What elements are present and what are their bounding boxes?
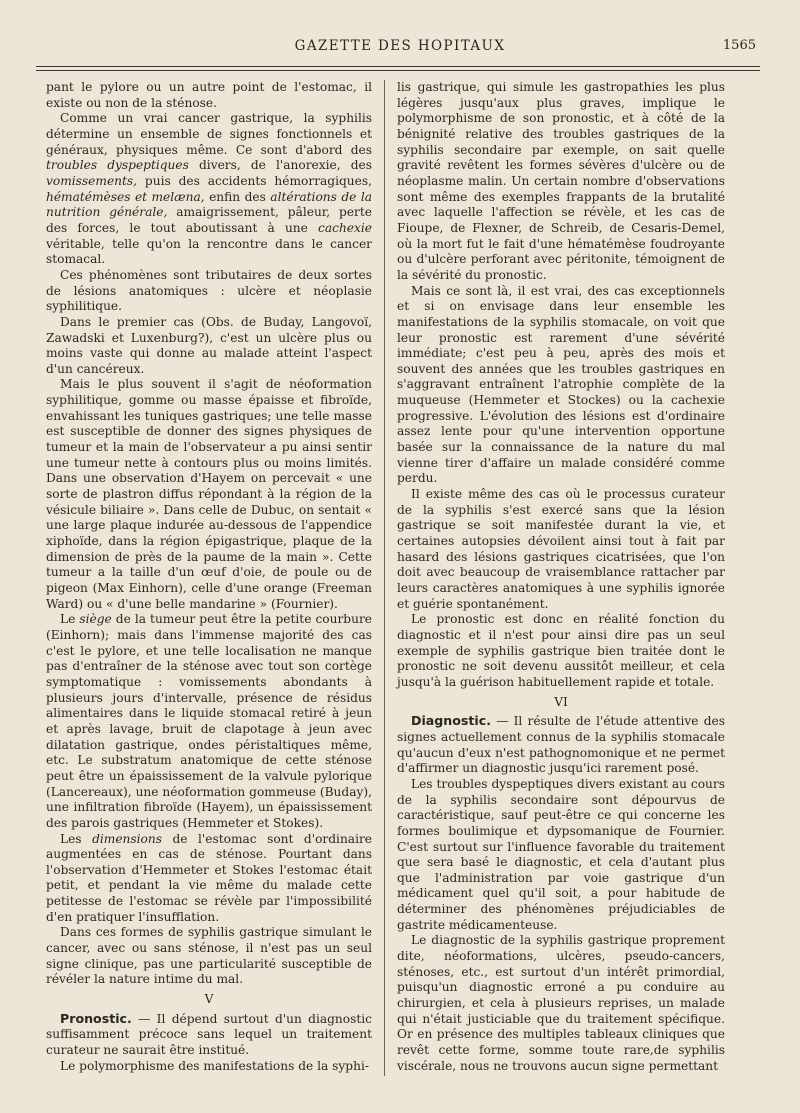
paragraph: Ces phénomènes sont tributaires de deux sortes de lésions anatomiques : ulcère et néoplasie syphilitique. (46, 267, 372, 314)
paragraph: Il existe même des cas où le processus curateur de la syphilis s'est exercé sans que la lésion gastrique se soit manifestée durant la vie, et certaines autopsies dévoilent ainsi tout à fait par hasard des lésions gastriques cicatrisées, que l'on doit avec beaucoup de vraisemblance rattacher par leurs caractères anatomiques à une syphilis ignorée et guérie spontanément. (397, 487, 725, 611)
paragraph: Les dimensions de l'estomac sont d'ordinaire augmentées en cas de sténose. Pourtant dans l'observation d'Hemmeter et Stokes l'estomac était petit, et pendant la vie même du malade cette petitesse de l'estomac se révèle par l'impossibilité d'en pratiquer l'insufflation. (46, 831, 372, 924)
paragraph: Le pronostic est donc en réalité fonction du diagnostic et il n'est pour ainsi dire pas un seul exemple de syphilis gastrique bien traitée dont le pronostic ne soit devenu aussitôt meilleur, et cela jusqu'à la guérison habituellement rapide et totale. (397, 612, 725, 689)
section-heading-diagnostic: Diagnostic. (411, 713, 491, 729)
header-rule-thick (36, 66, 760, 67)
page-number: 1565 (722, 38, 756, 53)
paragraph: Le diagnostic de la syphilis gastrique proprement dite, néoformations, ulcères, pseudo-cancers, sténoses, etc., est surtout d'un intérêt primordial, puisqu'un diagnostic erroné a pu conduire au chirurgien, et cela à plusieurs reprises, un malade qui n'était justiciable que du traitement spécifique. Or en présence des multiples tableaux cliniques que revêt cette forme, somme toute rare,de syphilis viscérale, nous ne trouvons aucun signe permettant (397, 933, 725, 1073)
paragraph: Comme un vrai cancer gastrique, la syphilis détermine un ensemble de signes fonctionnels et généraux, physiques même. Ce sont d'abord des troubles dyspeptiques divers, de l'anorexie, des vomissements, puis des accidents hémorragiques, hématémèses et melæna, enfin des altérations de la nutrition générale, amaigrissement, pâleur, perte des forces, le tout aboutissant à une cachexie véritable, telle qu'on la rencontre dans le cancer stomacal. (46, 111, 372, 267)
paragraph: pant le pylore ou un autre point de l'estomac, il existe ou non de la sténose. (46, 80, 372, 110)
header-rule-thin (36, 70, 760, 71)
paragraph: Le siège de la tumeur peut être la petite courbure (Einhorn); mais dans l'immense majorité des cas c'est le pylore, et une telle localisation ne manque pas d'entraîner de la sténose avec tout son cortège symptomatique : vomissements abondants à plusieurs jours d'intervalle, présence de résidus alimentaires dans le liquide stomacal retiré à jeun et après lavage, bruit de clapotage à jeun avec dilatation gastrique, ondes péristaltiques même, etc. Le substratum anatomique de cette sténose peut être un épaississement de la valvule pylorique (Lancereaux), une néoformation gommeuse (Buday), une infiltration fibroïde (Hayem), un épaississement des parois gastriques (Hemmeter et Stokes). (46, 612, 372, 830)
paragraph: Le polymorphisme des manifestations de la syphi- (60, 1058, 369, 1073)
paragraph: Dans ces formes de syphilis gastrique simulant le cancer, avec ou sans sténose, il n'est pas un seul signe clinique, pas une particularité susceptible de révéler la nature intime du mal. (46, 925, 372, 987)
paragraph: Mais ce sont là, il est vrai, des cas exceptionnels et si on envisage dans leur ensemble les manifestations de la syphilis stomacale, on voit que leur pronostic est rarement d'une sévérité immédiate; c'est peu à peu, après des mois et souvent des années que les troubles gastriques en s'aggravant entraînent l'atrophie complète de la muqueuse (Hemmeter et Stockes) ou la cachexie progressive. L'évolution des lésions est d'ordinaire assez lente pour qu'une intervention opportune basée sur la connaissance de la nature du mal vienne tirer d'affaire un malade considéré comme perdu. (397, 283, 725, 486)
paragraph: Les troubles dyspeptiques divers existant au cours de la syphilis secondaire sont dépourvus de caractéristique, sauf peut-être ce qui concerne les formes boulimique et dypsomanique de Fournier. C'est surtout sur l'influence favorable du traitement que sera basé le diagnostic, et cela d'autant plus que l'administration par voie gastrique d'un médicament quel qu'il soit, a pour habitude de déterminer des phénomènes préjudiciables de gastrite médicamenteuse. (397, 776, 725, 932)
paragraph-pronostic: Pronostic. — Il dépend surtout d'un diagnostic suffisamment précoce sans lequel un traitement curateur ne saurait être institué. (46, 1010, 372, 1058)
section-number-v: V (204, 992, 214, 1007)
journal-title: GAZETTE DES HOPITAUX (294, 38, 506, 54)
page-header (0, 38, 800, 60)
paragraph: Mais le plus souvent il s'agit de néoformation syphilitique, gomme ou masse épaisse et fibroïde, envahissant les tuniques gastriques; une telle masse est susceptible de donner des signes physiques de tumeur et la main de l'observateur a pu ainsi sentir une tumeur nette à contours plus ou moins limités. Dans une observation d'Hayem on percevait « une sorte de plastron diffus répondant à la région de la vésicule biliaire ». Dans celle de Dubuc, on sentait « une large plaque indurée au-dessous de l'appendice xiphoïde, dans la région épigastrique, plaque de la dimension de près de la paume de la main ». Cette tumeur a la taille d'un œuf d'oie, de poule ou de pigeon (Max Einhorn), celle d'une orange (Freeman Ward) ou « d'une belle mandarine » (Fournier). (46, 377, 372, 611)
paragraph: lis gastrique, qui simule les gastropathies les plus légères jusqu'aux plus graves, implique le polymorphisme de son pronostic, et à côté de la bénignité relative des troubles gastriques de la syphilis secondaire par exemple, on sait quelle gravité revêtent les formes sévères d'ulcère ou de néoplasme malin. Un certain nombre d'observations sont même des exemples frappants de la brutalité avec laquelle l'affection se révèle, et les cas de Fioupe, de Flexner, de Schreib, de Cesaris-Demel, où la mort fut le fait d'une hématémèse foudroyante ou d'ulcère perforant avec péritonite, témoignent de la sévérité du pronostic. (397, 80, 725, 282)
paragraph: Dans le premier cas (Obs. de Buday, Langovoï, Zawadski et Luxenburg?), c'est un ulcère plus ou moins vaste qui donne au malade atteint l'aspect d'un cancéreux. (46, 314, 372, 376)
column-separator (384, 80, 385, 1076)
section-number-vi: VI (554, 694, 568, 709)
paragraph-diagnostic: Diagnostic. — Il résulte de l'étude attentive des signes actuellement connus de la syphilis stomacale qu'aucun d'eux n'est pathognomonique et ne permet d'affirmer un diagnostic jusqu'ici rarement posé. (397, 713, 725, 776)
section-heading-pronostic: Pronostic. (60, 1010, 132, 1026)
left-column (46, 80, 372, 1074)
right-column (397, 80, 725, 1074)
